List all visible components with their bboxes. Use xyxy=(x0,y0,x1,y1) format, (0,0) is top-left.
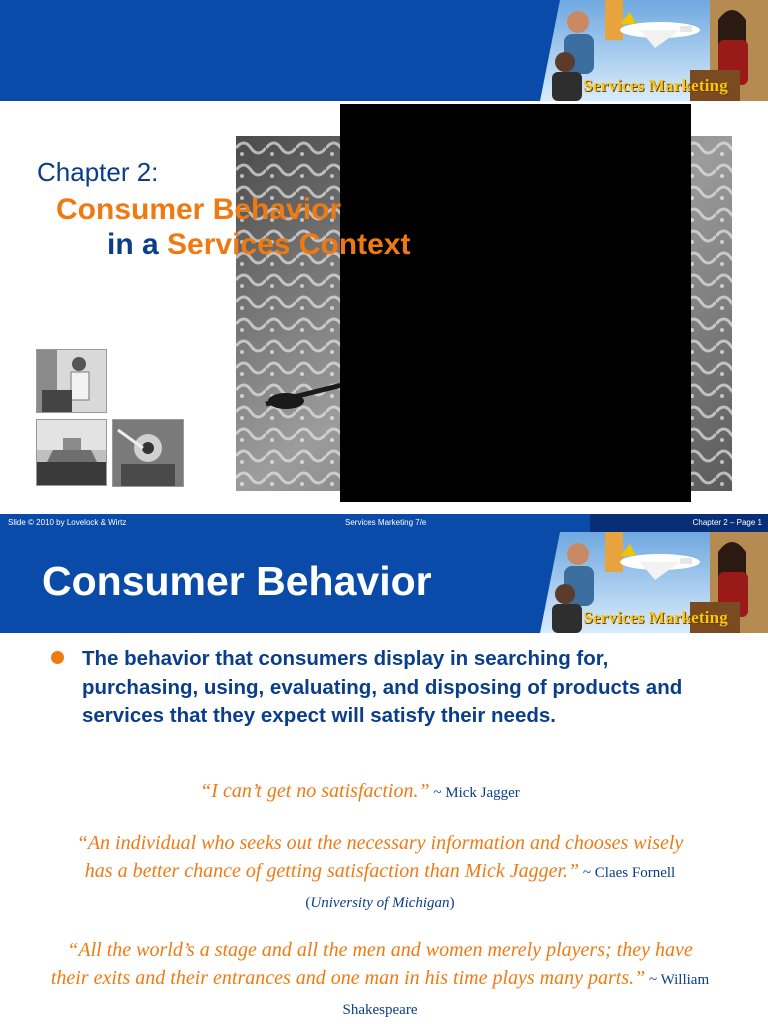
chapter-subtitle-line2 xyxy=(107,228,410,262)
brand-banner-image xyxy=(520,0,768,101)
quote-text: “All the world’s a stage and all the men and women merely players; they have their exits and their entrances and one man in his time plays many parts.” xyxy=(50,939,693,989)
author-close-paren: ) xyxy=(449,895,455,911)
author-affiliation: University of Michigan xyxy=(310,895,450,911)
footer-page-number: Chapter 2 – Page 1 xyxy=(692,518,762,527)
quote-text: “I can’t get no satisfaction.” xyxy=(200,780,430,802)
author-name: ~ Claes Fornell ( xyxy=(305,865,676,911)
slide1-footer xyxy=(0,514,768,532)
video-placeholder-panel xyxy=(340,104,691,502)
quote-text: “An individual who seeks out the necessary information and chooses wisely has a better chance of getting satisfaction than Mick Jagger.” xyxy=(76,832,684,882)
definition-bullet: The behavior that consumers display in searching for, purchasing, using, evaluating, and disposing of products and services that they expect will satisfy their needs. xyxy=(82,647,683,727)
footer-copyright: Slide © 2010 by Lovelock & Wirtz xyxy=(8,518,127,527)
photo-dentist-icon xyxy=(113,420,183,486)
quote-fornell xyxy=(70,829,690,917)
brand-text: Services Marketing xyxy=(583,608,728,627)
quote-jagger xyxy=(60,777,660,807)
chapter-subtitle-line1: Consumer Behavior xyxy=(56,193,342,226)
thumbnail-dentist xyxy=(112,419,184,487)
brand-banner-image xyxy=(520,532,768,633)
chapter-label: Chapter 2: xyxy=(37,157,159,187)
slide-2 xyxy=(0,532,768,1024)
photo-ship-icon xyxy=(37,420,106,485)
quote-author: ~ William Shakespeare xyxy=(342,972,710,1018)
brand-text: Services Marketing xyxy=(583,76,728,95)
subtitle-prefix: in a xyxy=(107,228,168,261)
footer-book-title: Services Marketing 7/e xyxy=(345,518,427,527)
subtitle-highlight: Services Context xyxy=(167,228,411,261)
bullet-dot-icon xyxy=(51,651,64,664)
photo-staff-icon xyxy=(37,350,106,412)
thumbnail-service-counter xyxy=(36,349,107,413)
quote-shakespeare xyxy=(50,936,710,1024)
slide-title: Consumer Behavior xyxy=(42,558,432,604)
quote-author: ~ Mick Jagger xyxy=(429,785,520,801)
thumbnail-ship xyxy=(36,419,107,486)
